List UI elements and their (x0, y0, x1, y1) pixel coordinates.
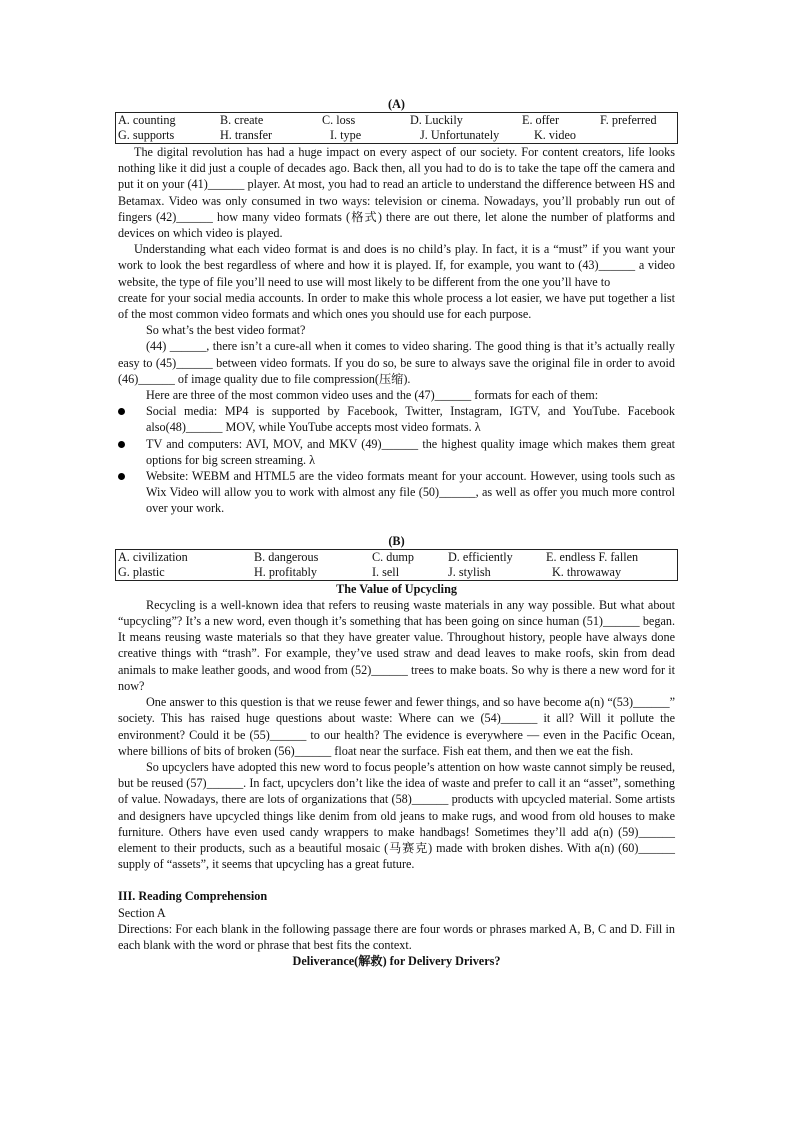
word-option (598, 128, 678, 144)
list-item-text: TV and computers: AVI, MOV, and MKV (49)______ the highest quality image which makes them great options for big screen streaming. λ (146, 436, 675, 467)
word-bank-row (116, 128, 678, 144)
word-bank-row (116, 549, 678, 565)
word-option: G. plastic (116, 565, 253, 581)
directions-text: Directions: For each blank in the following passage there are four words or phrases marked A, B, C and D. Fill in each blank with the word or phrase that best fits the context. (118, 921, 675, 952)
paragraph: Here are three of the most common video uses and the (47)______ formats for each of them: (146, 388, 599, 403)
list-item-text: Website: WEBM and HTML5 are the video formats meant for your account. However, using tools such as Wix Video will allow you to work with almost any file (50)______, as well as offer you much more control over your work. (146, 469, 675, 516)
word-option: A. counting (116, 113, 219, 129)
word-option: D. efficiently (446, 549, 544, 565)
section-heading: III. Reading Comprehension (118, 889, 268, 904)
bullet-icon (118, 441, 125, 448)
paragraph: One answer to this question is that we reuse fewer and fewer things, and so have become a(n) “(53)______” society. This has raised huge questions about waste: Where can we (54)______ it all? Will it pollute the environment? Could it be (55)______ to our health? The evidence is everywhere — even in the Pacific Ocean, where billions of bits of broken (56)______ float near the surface. Fish eat them, and then we eat the fish. (118, 695, 675, 758)
list-item (118, 436, 675, 468)
section-b-heading: (B) (388, 533, 405, 548)
word-option: G. supports (116, 128, 219, 144)
paragraph: So upcyclers have adopted this new word to focus people’s attention on how waste cannot simply be reused, but be reused (57)______. In fact, upcyclers don’t like the idea of waste and prefer to call it an “asset”, something of value. Nowadays, there are lots of organizations that (58)______ products with upcycled material. Some artists and designers have upcycled things like denim from old jeans to make rugs, and wood from old houses to make furniture. Others have even used candy wrappers to make handbags! Sometimes they’ll add a(n) (59)______ element to their products, such as a beautiful mosaic (马赛克) made with broken dishes. With a(n) (60)______ supply of “assets”, it seems that upcycling has a great future. (118, 759, 675, 872)
word-option: H. profitably (252, 565, 370, 581)
word-bank-row (116, 565, 678, 581)
list-item-text: Social media: MP4 is supported by Facebook, Twitter, Instagram, IGTV, and YouTube. Facebook also(48)______ MOV, while YouTube accepts most video formats. λ (146, 404, 675, 435)
word-option: K. throwaway (544, 565, 678, 581)
word-option: I. sell (370, 565, 446, 581)
paragraph: So what’s the best video format? (146, 323, 306, 338)
word-option: C. loss (320, 113, 408, 129)
word-option: H. transfer (218, 128, 320, 144)
paragraph: create for your social media accounts. In order to make this whole process a lot easier, we have put together a list of the most common video formats and which ones you should use for each purpose. (118, 290, 675, 322)
word-option: J. Unfortunately (408, 128, 520, 144)
word-option: B. create (218, 113, 320, 129)
word-option: E. endless F. fallen (544, 549, 678, 565)
bullet-icon (118, 408, 125, 415)
word-option: I. type (320, 128, 408, 144)
word-bank-b (115, 549, 678, 581)
list-item (118, 468, 675, 517)
word-option: B. dangerous (252, 549, 370, 565)
section-a-heading: (A) (388, 97, 405, 111)
bullet-list (118, 403, 675, 516)
bullet-icon (118, 473, 125, 480)
paragraph: The digital revolution has had a huge impact on every aspect of our society. For content creators, life looks nothing like it did just a couple of decades ago. Back then, all you had to do is to take the tape off the camera and put it on your (41)______ player. At most, you had to read an article to understand the difference between HS and Betamax. Video was only consumed in two ways: television or cinema. Nowadays, you’ll probably run out of fingers (42)______ how many video formats (格式) there are out there, let alone the number of platforms and devices on which video is played. (118, 145, 675, 241)
list-item (118, 403, 675, 435)
paragraph: Recycling is a well-known idea that refers to reusing waste materials in any way possible. But what about “upcycling”? It’s a new word, even though it’s something that has been going on since human (51)______ began. It means reusing waste materials so that they have greater value. Throughout history, people have always done creative things with “trash”. For example, they’ve used straw and dead leaves to make roofs, skin from dead animals to make leather goods, and wood from (52)______ trees to make boats. So why is there a new word for it now? (118, 597, 675, 693)
section-subheading: Section A (118, 905, 166, 920)
word-option: E. offer (520, 113, 598, 129)
paragraph: (44) ______, there isn’t a cure-all when it comes to video sharing. The good thing is that it’s actually really easy to (45)______ between video formats. If you do so, be sure to always save the original file in order to avoid (46)______ of image quality due to file compression(压缩). (118, 339, 675, 386)
word-bank-a (115, 112, 678, 144)
word-option: D. Luckily (408, 113, 520, 129)
word-option: C. dump (370, 549, 446, 565)
word-option: A. civilization (116, 549, 253, 565)
word-option: F. preferred (598, 113, 678, 129)
document-page (118, 96, 675, 969)
word-option: J. stylish (446, 565, 544, 581)
word-option: K. video (520, 128, 598, 144)
passage-title: Deliverance(解救) for Delivery Drivers? (292, 954, 501, 969)
passage-title: The Value of Upcycling (336, 581, 457, 596)
word-bank-row (116, 113, 678, 129)
paragraph: Understanding what each video format is and does is no child’s play. In fact, it is a “must” if you want your work to look the best regardless of where and how it is played. If, for example, you want to (43)______ a video website, the type of file you’ll need to use will most likely to be different from the one you’ll have to (118, 242, 675, 289)
